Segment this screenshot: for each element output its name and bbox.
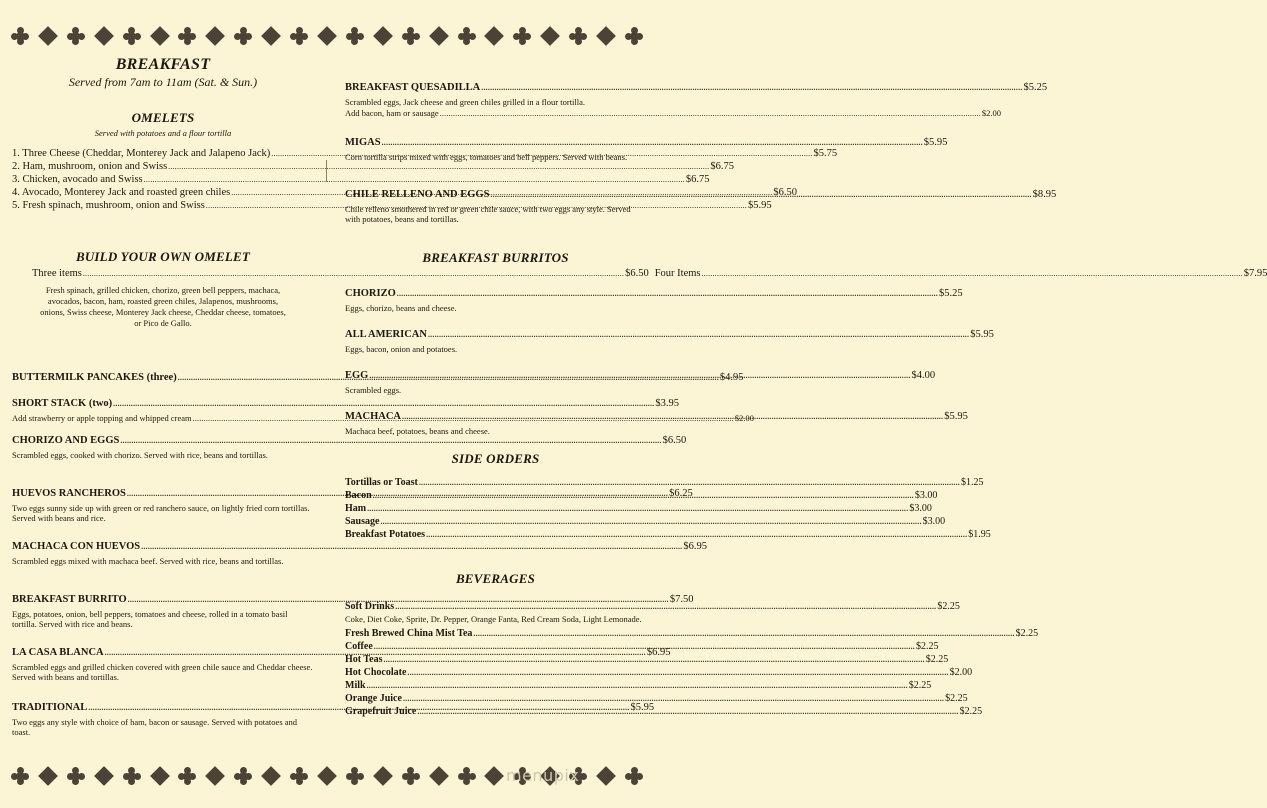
side-order-price: $3.00 bbox=[909, 503, 932, 514]
side-order-row bbox=[345, 515, 946, 528]
cross-ornament-icon bbox=[11, 767, 29, 785]
cross-ornament-icon bbox=[234, 767, 252, 785]
omelet-item-row bbox=[12, 161, 734, 174]
burrito-price: $5.95 bbox=[944, 411, 968, 422]
burrito-label: CHORIZO bbox=[345, 288, 396, 299]
menu-item-label: MIGAS bbox=[345, 137, 381, 148]
addon-price: $2.00 bbox=[734, 412, 754, 423]
side-order-label: Bacon bbox=[345, 490, 372, 501]
four-items-label: Four Items bbox=[654, 268, 701, 279]
beverage-row bbox=[345, 653, 949, 666]
diamond-ornament-icon bbox=[262, 27, 280, 45]
menu-item-price: $5.95 bbox=[630, 702, 655, 713]
addon-row bbox=[345, 108, 1002, 120]
menu-item-price: $5.95 bbox=[923, 137, 948, 148]
beverage-price: $2.25 bbox=[945, 692, 968, 704]
build-omelet-prices bbox=[32, 268, 1267, 281]
burrito-item bbox=[345, 329, 994, 354]
side-order-row bbox=[345, 476, 984, 489]
dot-leader bbox=[407, 666, 948, 679]
omelet-item-row bbox=[12, 200, 772, 213]
dot-leader bbox=[113, 398, 654, 411]
cross-ornament-icon bbox=[178, 767, 196, 785]
divider-mark bbox=[326, 160, 327, 182]
menu-item bbox=[345, 82, 1048, 120]
diamond-ornament-icon bbox=[597, 767, 615, 785]
diamond-ornament-icon bbox=[374, 27, 392, 45]
menu-item-row bbox=[345, 137, 948, 150]
addon-label: Add bacon, ham or sausage bbox=[345, 108, 439, 118]
dot-leader bbox=[403, 692, 944, 705]
menu-item-label: LA CASA BLANCA bbox=[12, 647, 104, 658]
top-border bbox=[0, 22, 658, 52]
dot-leader bbox=[397, 288, 938, 301]
dot-leader bbox=[373, 489, 914, 502]
beverage-row bbox=[345, 627, 1039, 640]
burrito-label: EGG bbox=[345, 370, 369, 381]
addon-price: $2.00 bbox=[981, 108, 1002, 118]
menu-item-label: BREAKFAST BURRITO bbox=[12, 594, 127, 605]
menu-item-price: $5.25 bbox=[1023, 82, 1048, 93]
soft-drinks-desc: Coke, Diet Coke, Sprite, Dr. Pepper, Orange Fanta, Red Cream Soda, Light Lemonade. bbox=[345, 614, 642, 624]
menu-item-label: SHORT STACK (two) bbox=[12, 398, 113, 409]
dot-leader bbox=[426, 528, 967, 541]
omelet-item-label: 4. Avocado, Monterey Jack and roasted green chiles bbox=[12, 187, 231, 198]
burritos-title: BREAKFAST BURRITOS bbox=[422, 250, 569, 265]
diamond-ornament-icon bbox=[318, 767, 336, 785]
menupix-watermark: menupix bbox=[506, 766, 580, 785]
dot-leader bbox=[402, 411, 943, 424]
diamond-ornament-icon bbox=[485, 27, 503, 45]
omelet-item-label: 2. Ham, mushroom, onion and Swiss bbox=[12, 161, 168, 172]
diamond-ornament-icon bbox=[318, 27, 336, 45]
cross-ornament-icon bbox=[67, 767, 85, 785]
cross-ornament-icon bbox=[234, 27, 252, 45]
dot-leader bbox=[141, 541, 682, 554]
cross-ornament-icon bbox=[346, 27, 364, 45]
burrito-desc: Machaca beef, potatoes, beans and cheese. bbox=[345, 425, 490, 436]
cross-ornament-icon bbox=[178, 27, 196, 45]
beverage-row bbox=[345, 692, 968, 705]
cross-ornament-icon bbox=[458, 767, 476, 785]
menu-item-desc: Scrambled eggs, Jack cheese and green chiles grilled in a flour tortilla. bbox=[345, 96, 586, 107]
beverage-price: $2.25 bbox=[925, 653, 949, 665]
burrito-price: $5.25 bbox=[938, 288, 963, 299]
menu-item-row bbox=[12, 541, 707, 554]
dot-leader bbox=[367, 679, 908, 692]
menu-item-label: BREAKFAST QUESADILLA bbox=[345, 82, 481, 93]
menu-item-label: TRADITIONAL bbox=[12, 702, 88, 713]
diamond-ornament-icon bbox=[39, 27, 57, 45]
menu-item-label: MACHACA CON HUEVOS bbox=[12, 541, 141, 552]
diamond-ornament-icon bbox=[206, 767, 224, 785]
dot-leader bbox=[367, 502, 908, 515]
menu-item-price: $8.95 bbox=[1032, 189, 1057, 200]
cross-ornament-icon bbox=[290, 767, 308, 785]
diamond-ornament-icon bbox=[430, 767, 448, 785]
beverage-row bbox=[345, 666, 973, 679]
side-order-label: Ham bbox=[345, 503, 367, 514]
burrito-desc: Scrambled eggs. bbox=[345, 384, 402, 395]
omelet-item-label: 3. Chicken, avocado and Swiss bbox=[12, 174, 143, 185]
omelets-note: Served with potatoes and a flour tortilla bbox=[94, 128, 232, 138]
build-omelet-title: BUILD YOUR OWN OMELET bbox=[75, 249, 251, 264]
cross-ornament-icon bbox=[123, 27, 141, 45]
dot-leader bbox=[473, 627, 1014, 640]
cross-ornament-icon bbox=[290, 27, 308, 45]
diamond-ornament-icon bbox=[541, 27, 559, 45]
menu-item-desc: Two eggs sunny side up with green or red ranchero sauce, on lightly fried corn tortillas. Served with beans and rice. bbox=[12, 502, 310, 523]
side-order-row bbox=[345, 528, 991, 541]
dot-leader bbox=[382, 137, 923, 150]
cross-ornament-icon bbox=[346, 767, 364, 785]
burrito-label: MACHACA bbox=[345, 411, 401, 422]
side-order-label: Sausage bbox=[345, 516, 380, 527]
menu-item-label: CHILE RELLENO AND EGGS bbox=[345, 189, 490, 200]
omelet-item-row bbox=[12, 174, 710, 187]
menu-item-price: $4.95 bbox=[719, 372, 744, 383]
burrito-desc: Eggs, chorizo, beans and cheese. bbox=[345, 302, 457, 313]
menu-item-desc: Scrambled eggs and grilled chicken covered with green chile sauce and Cheddar cheese. Served with beans and tortillas. bbox=[12, 661, 313, 682]
cross-ornament-icon bbox=[458, 27, 476, 45]
beverage-label: Coffee bbox=[345, 640, 373, 652]
menu-item-row bbox=[12, 398, 679, 411]
menu-item-desc: Two eggs any style with choice of ham, bacon or sausage. Served with potatoes and toast. bbox=[12, 716, 298, 737]
beverage-price: $2.25 bbox=[915, 640, 939, 652]
diamond-ornament-icon bbox=[374, 767, 392, 785]
dot-leader bbox=[369, 370, 910, 383]
side-order-price: $3.00 bbox=[922, 516, 946, 527]
diamond-ornament-icon bbox=[39, 767, 57, 785]
menu-item-label: BUTTERMILK PANCAKES (three) bbox=[12, 372, 177, 383]
menu-item-label: CHORIZO AND EGGS bbox=[12, 435, 120, 446]
burrito-item bbox=[345, 288, 963, 313]
menu-item-desc: Chile relleno smothered in red or green chile sauce, with two eggs any style. Served with potatoes, beans and tortillas. bbox=[345, 203, 631, 224]
dot-leader bbox=[490, 189, 1031, 202]
diamond-ornament-icon bbox=[597, 27, 615, 45]
menu-item-price: $6.95 bbox=[683, 541, 707, 552]
menu-item-row bbox=[345, 82, 1048, 95]
diamond-ornament-icon bbox=[95, 27, 113, 45]
diamond-ornament-icon bbox=[95, 767, 113, 785]
omelet-item-price: $6.50 bbox=[773, 187, 798, 198]
menu-item-desc: Eggs, potatoes, onion, bell peppers, tomatoes and cheese, rolled in a tomato basil tortilla. Served with rice and beans. bbox=[12, 608, 288, 629]
beverage-price: $2.25 bbox=[908, 679, 932, 691]
diamond-ornament-icon bbox=[151, 27, 169, 45]
burrito-row bbox=[345, 288, 963, 301]
diamond-ornament-icon bbox=[262, 767, 280, 785]
breakfast-hours: Served from 7am to 11am (Sat. & Sun.) bbox=[68, 75, 258, 89]
side-order-price: $3.00 bbox=[914, 490, 938, 501]
cross-ornament-icon bbox=[11, 27, 29, 45]
dot-leader bbox=[120, 435, 661, 448]
four-items-price: $7.95 bbox=[1243, 268, 1267, 279]
beverage-price: $2.25 bbox=[1015, 627, 1039, 639]
three-items-label: Three items bbox=[32, 268, 82, 279]
dot-leader bbox=[428, 329, 969, 342]
omelet-item-price: $6.75 bbox=[710, 161, 734, 172]
menu-item-row bbox=[12, 435, 687, 448]
soft-drinks-price: $2.25 bbox=[937, 601, 960, 612]
side-order-price: $1.25 bbox=[961, 477, 984, 488]
side-order-label: Breakfast Potatoes bbox=[345, 529, 426, 540]
beverage-label: Hot Teas bbox=[345, 653, 383, 665]
beverages-title: BEVERAGES bbox=[455, 571, 536, 586]
cross-ornament-icon bbox=[402, 767, 420, 785]
cross-ornament-icon bbox=[513, 27, 531, 45]
diamond-ornament-icon bbox=[206, 27, 224, 45]
beverage-row bbox=[345, 679, 932, 692]
side-order-row bbox=[345, 502, 932, 515]
cross-ornament-icon bbox=[402, 27, 420, 45]
diamond-ornament-icon bbox=[485, 767, 503, 785]
beverage-label: Orange Juice bbox=[345, 692, 402, 704]
diamond-ornament-icon bbox=[151, 767, 169, 785]
side-orders-title: SIDE ORDERS bbox=[451, 451, 540, 466]
soft-drinks-label: Soft Drinks bbox=[345, 601, 395, 612]
dot-leader bbox=[380, 515, 921, 528]
burrito-price: $5.95 bbox=[970, 329, 994, 340]
dot-leader bbox=[481, 82, 1022, 95]
omelets-title: OMELETS bbox=[131, 110, 195, 125]
menu-item-price: $3.95 bbox=[655, 398, 679, 409]
diamond-ornament-icon bbox=[430, 27, 448, 45]
burrito-desc: Eggs, bacon, onion and potatoes. bbox=[345, 343, 458, 354]
burrito-row bbox=[345, 329, 994, 342]
dot-leader bbox=[440, 108, 981, 120]
menu-item-desc: Corn tortilla strips mixed with eggs, tomatoes and bell peppers. Served with beans. bbox=[345, 151, 628, 162]
menu-item-desc: Scrambled eggs, cooked with chorizo. Served with rice, beans and tortillas. bbox=[12, 449, 268, 460]
cross-ornament-icon bbox=[123, 767, 141, 785]
beverage-label: Milk bbox=[345, 679, 366, 691]
beverage-label: Grapefruit Juice bbox=[345, 705, 417, 717]
menu-item-price: $6.95 bbox=[646, 647, 671, 658]
omelet-item-price: $6.75 bbox=[685, 174, 710, 185]
addon-label: Add strawberry or apple topping and whipped cream bbox=[12, 412, 192, 423]
beverage-label: Fresh Brewed China Mist Tea bbox=[345, 627, 473, 639]
menu-item bbox=[12, 541, 707, 566]
dot-leader bbox=[419, 476, 960, 489]
menu-item-desc: Scrambled eggs mixed with machaca beef. Served with rice, beans and tortillas. bbox=[12, 555, 284, 566]
cross-ornament-icon bbox=[625, 767, 643, 785]
omelet-item-label: 5. Fresh spinach, mushroom, onion and Swiss bbox=[12, 200, 205, 211]
dot-leader bbox=[144, 174, 685, 187]
cross-ornament-icon bbox=[625, 27, 643, 45]
burrito-label: ALL AMERICAN bbox=[345, 329, 427, 340]
menu-item-price: $6.50 bbox=[662, 435, 687, 446]
side-order-label: Tortillas or Toast bbox=[345, 477, 418, 488]
omelet-item-price: $5.75 bbox=[813, 148, 838, 159]
burrito-price: $4.00 bbox=[911, 370, 936, 381]
dot-leader bbox=[417, 705, 958, 718]
breakfast-title: BREAKFAST bbox=[115, 56, 211, 73]
omelet-item-label: 1. Three Cheese (Cheddar, Monterey Jack and Jalapeno Jack) bbox=[12, 148, 271, 159]
menu-item-price: $6.25 bbox=[669, 488, 693, 499]
three-items-price: $6.50 bbox=[625, 268, 649, 279]
dot-leader bbox=[168, 161, 709, 174]
side-order-price: $1.95 bbox=[968, 529, 991, 540]
menu-item-label: HUEVOS RANCHEROS bbox=[12, 488, 126, 499]
cross-ornament-icon bbox=[67, 27, 85, 45]
dot-leader bbox=[374, 640, 915, 653]
build-omelet-desc: Fresh spinach, grilled chicken, chorizo, green bell peppers, machaca, avocados, bacon, ham, roasted green chiles, Jalapenos, mushrooms, onions, Swiss cheese, Monterey Jack cheese, Cheddar cheese, tomatoes, or Pico de Gallo. bbox=[40, 285, 286, 328]
beverage-label: Hot Chocolate bbox=[345, 666, 407, 678]
omelet-item-price: $5.95 bbox=[748, 200, 772, 211]
beverage-price: $2.25 bbox=[959, 705, 983, 717]
beverage-price: $2.00 bbox=[949, 666, 973, 678]
dot-leader bbox=[384, 653, 925, 666]
menu-item-price: $7.50 bbox=[669, 594, 694, 605]
cross-ornament-icon bbox=[569, 27, 587, 45]
